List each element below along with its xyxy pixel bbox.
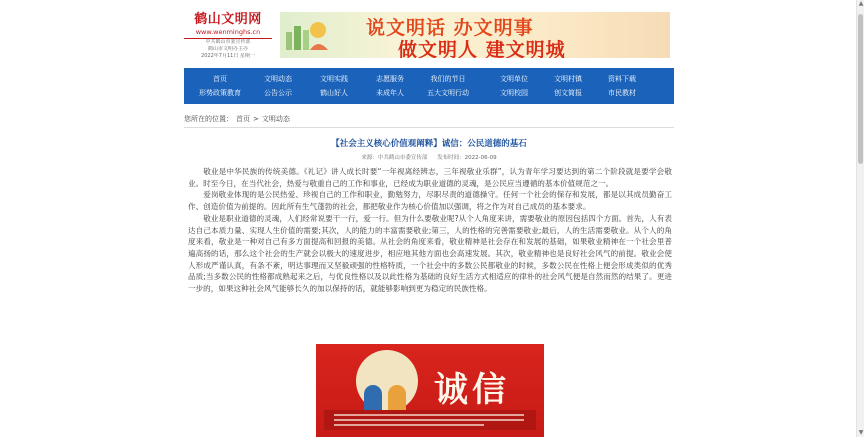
nav-item-home[interactable]: 首页 [213, 75, 227, 83]
scrollbar-thumb[interactable] [858, 14, 863, 164]
city-skyline-icon [284, 18, 330, 52]
poster-caption-block [324, 410, 536, 430]
article-paragraph: 爱岗敬业体现的是公民热爱、珍视自己的工作和职业，勤勉努力，尽职尽责的道德操守。任何一个社会的保存和发展，都是以其成员勤奋工作、创造价值为前提的。因此所有生气蓬勃的社会，都把敬业作为核心价值加以强调，将之作为对自己成员的基本要求。 [188, 190, 672, 212]
article-meta [184, 153, 674, 161]
article-source: 来源：中共鹤山市委宣传部 [361, 155, 428, 161]
logo-sub-2: 鹤山市文明办主办 [207, 46, 248, 52]
logo-sub-1: 中共鹤山市委宣传部 [205, 39, 251, 45]
nav-item-civil-villages[interactable]: 文明村镇 [554, 75, 582, 83]
breadcrumb-current-link[interactable]: 文明动态 [261, 115, 290, 123]
page-scrollbar[interactable] [856, 0, 864, 437]
logo-url: www.wenminghs.cn [184, 28, 272, 39]
poster-figure-right [388, 385, 406, 413]
nav-item-good-people[interactable]: 鹤山好人 [320, 89, 348, 97]
article-date: 发布时间：2022-06-09 [437, 155, 497, 161]
breadcrumb [184, 112, 674, 128]
integrity-poster-image [316, 344, 544, 437]
nav-item-minors[interactable]: 未成年人 [376, 89, 404, 97]
article-paragraph: 敬业是职业道德的灵魂，人们经常说要干一行，爱一行。但为什么要敬业呢?从个人角度来讲，需要敬业的原因包括四个方面。首先，人有表达自己本质力量、实现人生价值的需要;其次，人的能力的丰富需要敬业;第三，人的性格的完善需要敬业;最后，人的生活需要敬业。从个人的角度来看，敬业是一种对自己有多方面提高和回报的美德。从社会的角度来看，敬业精神是社会存在和发展的基础，如果敬业精神在一个社会里普遍高扬的话，那么这个社会的生产就会以极大的速度进步，相应地其他方面也会高速发展。其次，敬业精神也是良好社会风气的前提。敬业会使人形成严谨认真，有条不紊，明达事理而又坚毅顽强的性格特质，一个社会中的多数公民都敬业的时候，多数公民在性格上便会形成类似的优秀品质;当多数公民的性格都成熟起来之后，与优良性格以及以此性格为基础的良好生活方式相适应的律朴的社会风气便是自然而然的结果了。更进一步的，如果这种社会风气能够长久的加以保持的话，就能够影响到更为稳定的民族性格。 [188, 213, 672, 294]
nav-item-announcements[interactable]: 公告公示 [264, 89, 292, 97]
nav-item-civil-campus[interactable]: 文明校园 [500, 89, 528, 97]
nav-item-volunteer[interactable]: 志愿服务 [376, 75, 404, 83]
nav-item-civil-news[interactable]: 文明动态 [264, 75, 292, 83]
nav-item-bulletin[interactable]: 创文简报 [554, 89, 582, 97]
logo-title: 鹤山文明网 [194, 12, 262, 27]
nav-item-policy-education[interactable]: 形势政策教育 [199, 89, 241, 97]
banner-slogan-1: 说文明话 办文明事 [366, 17, 534, 39]
nav-item-festivals[interactable]: 我们的节日 [430, 75, 466, 83]
header-banner [280, 12, 670, 58]
site-logo[interactable] [184, 12, 272, 68]
article-body [188, 166, 672, 295]
article-title: 【社会主义核心价值观阐释】诚信：公民道德的基石 [331, 139, 527, 149]
breadcrumb-home-link[interactable]: 首页 [236, 115, 250, 123]
nav-item-civil-units[interactable]: 文明单位 [500, 75, 528, 83]
poster-figure-left [364, 385, 382, 413]
banner-slogan-2: 做文明人 建文明城 [398, 39, 566, 58]
breadcrumb-separator: > [253, 115, 259, 123]
article-paragraph: 敬业是中华民族的传统美德。《礼记》讲人成长时要“一年视离经辨志，三年视敬业乐群”，认为青年学习要达到的第二个阶段就是要学会敬业。时至今日，在当代社会，热爱与敬重自己的工作和事业，已经成为职业道德的灵魂，是公民应当遵循的基本价值规范之一。 [188, 167, 672, 188]
scroll-down-icon[interactable]: ▼ [858, 429, 864, 436]
poster-title: 诚信 [434, 370, 510, 410]
nav-item-five-actions[interactable]: 五大文明行动 [427, 89, 469, 97]
logo-sub-3: 2022年7月11日 星期一 [201, 53, 255, 59]
main-nav [184, 68, 674, 104]
nav-item-citizen-textbook[interactable]: 市民教材 [608, 89, 636, 97]
scroll-up-icon[interactable]: ▲ [858, 0, 864, 7]
breadcrumb-label: 您所在的位置： [184, 115, 233, 123]
nav-item-downloads[interactable]: 资料下载 [608, 75, 636, 83]
nav-item-civil-practice[interactable]: 文明实践 [320, 75, 348, 83]
